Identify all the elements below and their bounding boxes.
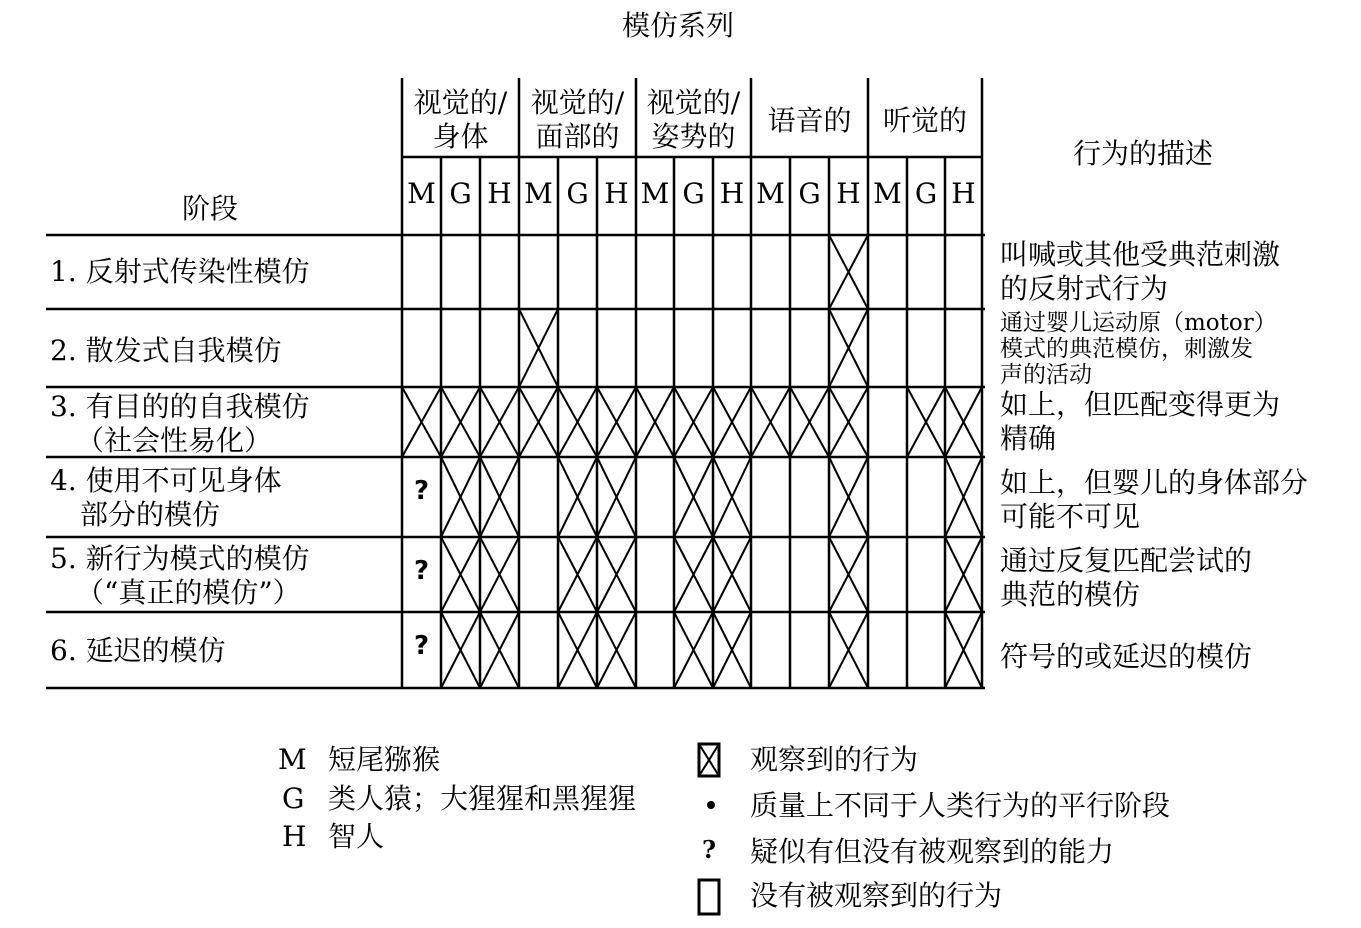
species-legend-code-h: H xyxy=(282,820,307,853)
description-header: 行为的描述 xyxy=(1073,137,1214,170)
stage-header: 阶段 xyxy=(182,192,239,225)
description-1: 叫喊或其他受典范刺激 的反射式行为 xyxy=(1000,238,1281,305)
modality-header-visual-face: 视觉的/ 面部的 xyxy=(530,86,625,153)
species-code-g: G xyxy=(798,177,821,210)
species-legend-code-g: G xyxy=(282,782,305,815)
species-code-h: H xyxy=(836,177,861,210)
chart-title: 模仿系列 xyxy=(622,9,735,42)
species-code-m: M xyxy=(873,177,902,210)
species-code-h: H xyxy=(951,177,976,210)
stage-label-2: 2. 散发式自我模仿 xyxy=(50,334,282,367)
species-code-g: G xyxy=(566,177,589,210)
question-mark: ? xyxy=(413,556,430,586)
species-code-g: G xyxy=(449,177,472,210)
dot-icon xyxy=(707,801,715,809)
species-code-h: H xyxy=(719,177,745,210)
empty-box-icon xyxy=(699,880,719,914)
species-legend-name-h: 智人 xyxy=(328,820,385,853)
description-4: 如上，但婴儿的身体部分 可能不可见 xyxy=(1000,466,1309,533)
species-code-g: G xyxy=(914,177,938,210)
stage-label-4: 4. 使用不可见身体 部分的模仿 xyxy=(50,464,282,531)
species-code-m: M xyxy=(640,177,670,210)
legend-question-glyph: ? xyxy=(702,835,717,864)
legend-not-observed-text: 没有被观察到的行为 xyxy=(750,879,1003,912)
stage-label-5: 5. 新行为模式的模仿 （“真正的模仿”） xyxy=(50,542,310,609)
description-3: 如上，但匹配变得更为 精确 xyxy=(1000,388,1281,455)
legend-suspected-text: 疑似有但没有被观察到的能力 xyxy=(750,835,1115,868)
species-legend-code-m: M xyxy=(278,743,307,776)
species-legend-name-g: 类人猿；大猩猩和黑猩猩 xyxy=(328,782,637,815)
description-2: 通过婴儿运动原（motor） 模式的典范模仿，刺激发 声的活动 xyxy=(1000,310,1277,388)
stage-label-6: 6. 延迟的模仿 xyxy=(50,634,226,667)
modality-header-visual-body: 视觉的/ 身体 xyxy=(413,86,508,153)
modality-header-vocal: 语音的 xyxy=(767,104,852,137)
species-code-m: M xyxy=(756,177,785,210)
species-code-m: M xyxy=(524,177,553,210)
legend-observed-text: 观察到的行为 xyxy=(750,743,919,776)
description-5: 通过反复匹配尝试的 典范的模仿 xyxy=(1000,544,1253,611)
description-6: 符号的或延迟的模仿 xyxy=(1000,640,1253,673)
species-code-g: G xyxy=(682,177,705,210)
species-code-m: M xyxy=(407,177,436,210)
species-code-h: H xyxy=(604,177,629,210)
modality-header-auditory: 听觉的 xyxy=(882,104,967,137)
question-mark: ? xyxy=(413,476,430,506)
stage-label-3: 3. 有目的的自我模仿 （社会性易化） xyxy=(50,390,310,457)
stage-label-1: 1. 反射式传染性模仿 xyxy=(50,255,310,288)
modality-header-visual-gesture: 视觉的/ 姿势的 xyxy=(646,86,741,153)
question-mark: ? xyxy=(413,631,430,661)
legend-parallel-text: 质量上不同于人类行为的平行阶段 xyxy=(750,789,1171,822)
species-legend-name-m: 短尾猕猴 xyxy=(328,743,441,776)
species-code-h: H xyxy=(487,177,512,210)
